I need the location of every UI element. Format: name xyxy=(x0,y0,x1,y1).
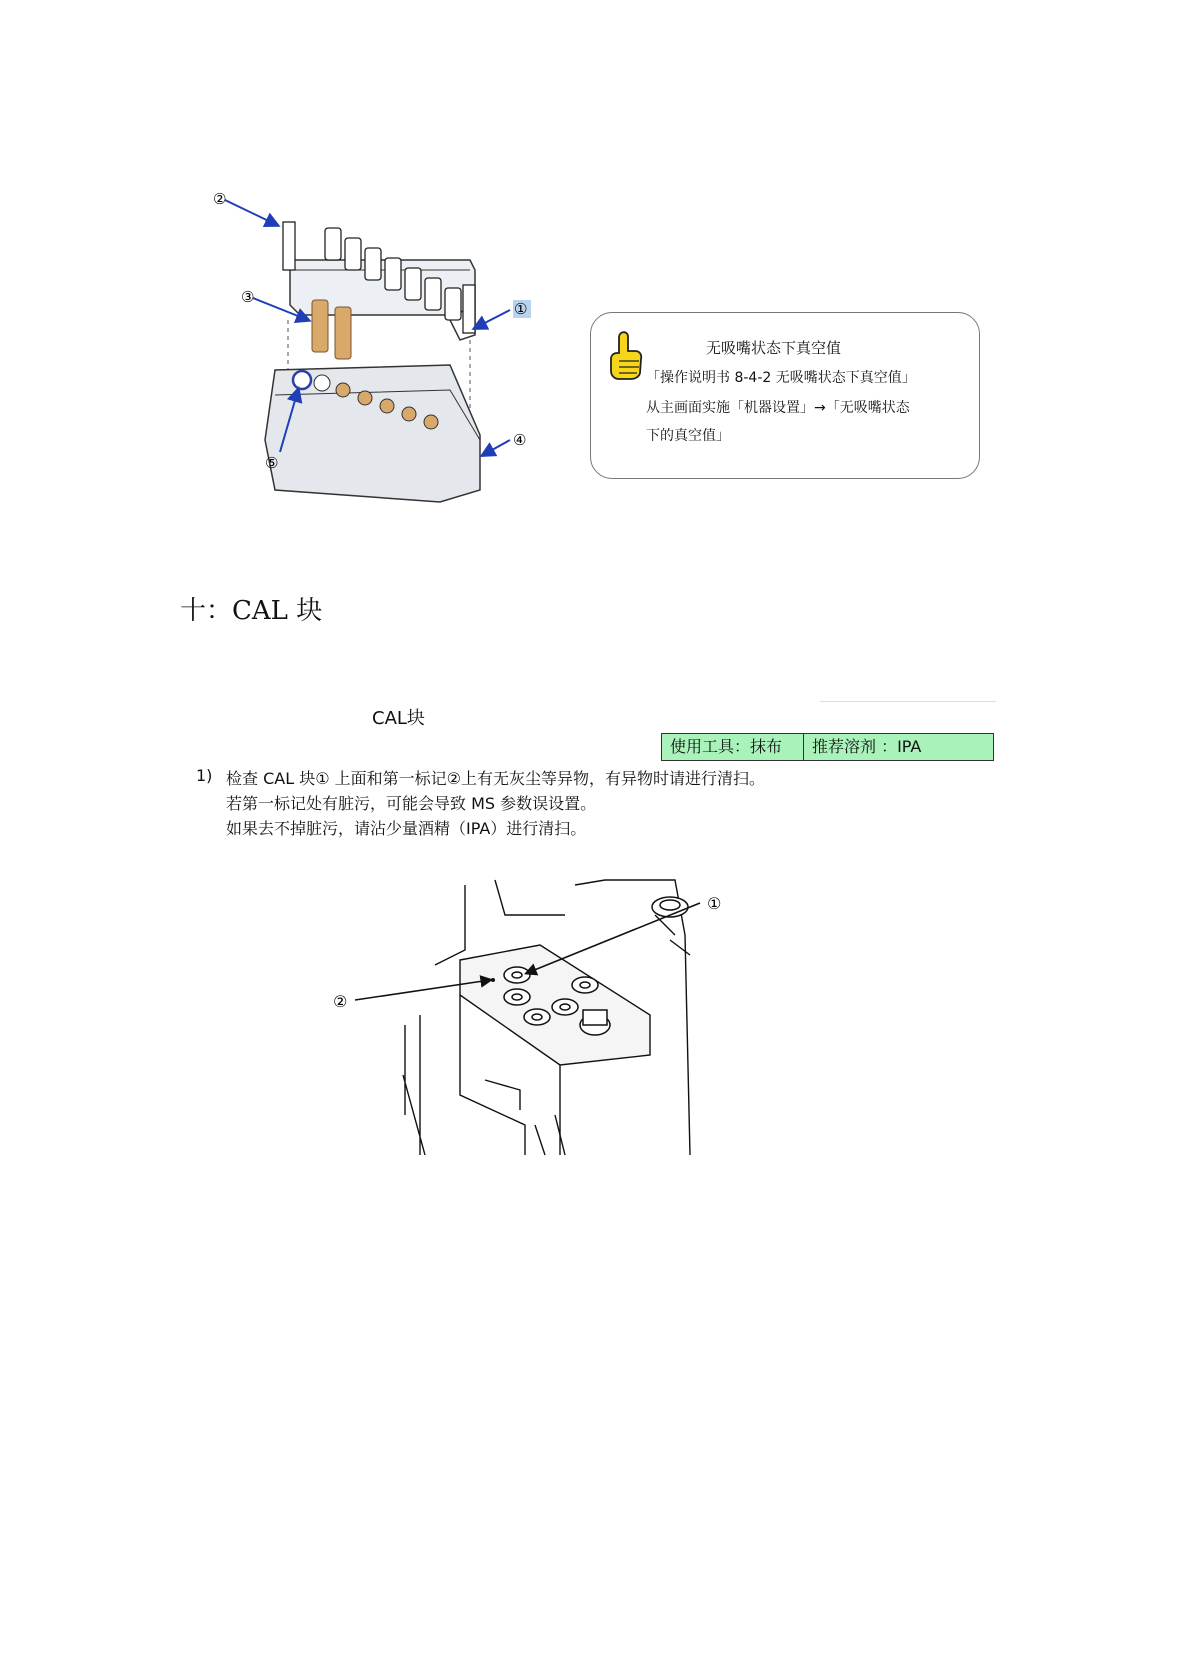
step-line: 检查 CAL 块① 上面和第一标记②上有无灰尘等异物，有异物时请进行清扫。 xyxy=(226,769,765,788)
callout-2: ② xyxy=(213,190,227,208)
note-line-3: 下的真空值」 xyxy=(646,428,730,444)
step-number: 1) xyxy=(196,766,213,785)
nozzle-filter-diagram xyxy=(205,190,575,540)
solvent-label: 推荐溶剂 ：IPA xyxy=(812,737,922,756)
callout-3: ③ xyxy=(241,288,255,306)
note-box xyxy=(590,312,980,479)
lower-filter-block xyxy=(265,365,480,502)
first-mark xyxy=(491,978,495,982)
callout-1: ① xyxy=(707,894,722,913)
note-line-2: 从主画面实施「机器设置」→「无吸嘴状态 xyxy=(646,400,910,416)
pointing-hand-icon xyxy=(605,329,645,381)
note-title: 无吸嘴状态下真空值 xyxy=(706,339,842,357)
note-line-1: 「操作说明书 8-4-2 无吸嘴状态下真空值」 xyxy=(646,370,916,386)
cal-block-diagram xyxy=(333,875,765,1155)
callout-2: ② xyxy=(333,992,348,1011)
callout-5: ⑤ xyxy=(265,454,279,472)
tool-label: 使用工具：抹布 xyxy=(662,734,804,760)
step-line: 若第一标记处有脏污，可能会导致 MS 参数误设置。 xyxy=(226,794,597,813)
top-screw xyxy=(652,897,688,917)
section-heading: 十：CAL 块 xyxy=(180,596,323,626)
divider xyxy=(820,701,996,702)
tool-table xyxy=(661,733,994,761)
screw-right xyxy=(463,285,475,333)
callout-4: ④ xyxy=(513,431,527,449)
cal-subtitle: CAL块 xyxy=(372,708,425,729)
screw-left xyxy=(283,222,295,270)
callout-1: ① xyxy=(514,300,528,318)
step-line: 如果去不掉脏污，请沾少量酒精（IPA）进行清扫。 xyxy=(226,819,587,838)
